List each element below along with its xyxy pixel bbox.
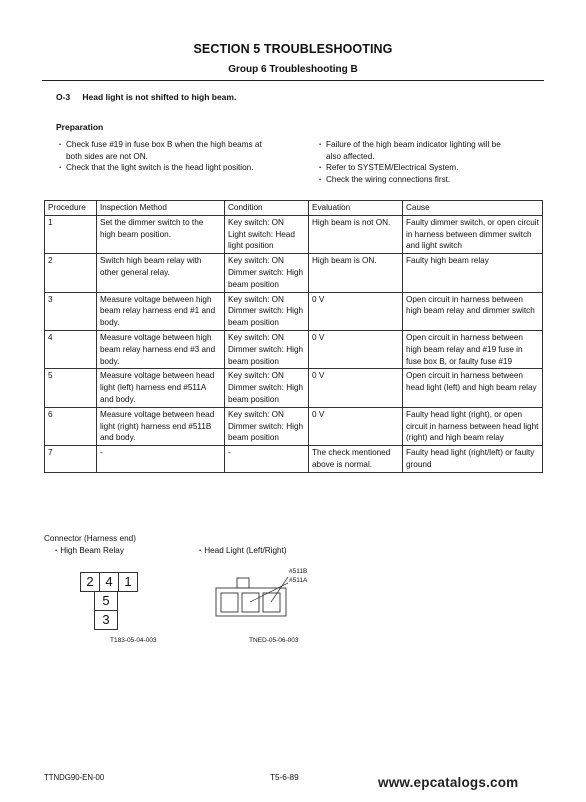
preparation-left-list (56, 139, 296, 174)
evaluation-cell: High beam is ON. (309, 254, 403, 292)
cause-cell: Faulty dimmer switch, or open circuit in harness between dimmer switch and light switch (403, 215, 543, 253)
bullet-glyph: ・ (56, 140, 65, 149)
evaluation-cell: 0 V (309, 292, 403, 330)
page-number: T5-6-89 (270, 773, 299, 782)
preparation-item (56, 162, 296, 174)
group-title: Group 6 Troubleshooting B (228, 64, 358, 75)
condition-cell: Key switch: ON Dimmer switch: High beam position (225, 292, 309, 330)
condition-cell: Key switch: ON Dimmer switch: High beam position (225, 330, 309, 368)
preparation-item-line: Refer to SYSTEM/Electrical System. (326, 163, 459, 172)
headlight-figure-code: TNED-05-06-003 (249, 637, 299, 644)
column-header: Cause (403, 201, 543, 216)
table-row (45, 369, 543, 407)
preparation-item (56, 139, 296, 162)
bullet-glyph: ・ (316, 140, 325, 149)
evaluation-cell: The check mentioned above is normal. (309, 446, 403, 473)
evaluation-cell: 0 V (309, 369, 403, 407)
inspection-method-cell: Measure voltage between head light (left) harness end #511A and body. (97, 369, 225, 407)
headlight-pin-label: #511A (289, 577, 308, 584)
preparation-item-line: Check that the light switch is the head light position. (66, 163, 254, 172)
table-row (45, 330, 543, 368)
inspection-method-cell: Set the dimmer switch to the high beam position. (97, 215, 225, 253)
evaluation-cell: 0 V (309, 330, 403, 368)
preparation-item (316, 162, 536, 174)
headlight-label-text: Head Light (Left/Right) (204, 546, 287, 555)
bullet-glyph: ・ (196, 546, 205, 555)
preparation-item-line: Check fuse #19 in fuse box B when the high beams at (66, 140, 262, 149)
bullet-glyph: ・ (316, 174, 325, 184)
cause-cell: Faulty head light (right/left) or faulty ground (403, 446, 543, 473)
doc-code: TTNDG90-EN-00 (44, 773, 105, 782)
preparation-item-line: Failure of the high beam indicator lighting will be (326, 140, 501, 149)
preparation-heading: Preparation (56, 122, 104, 132)
table-row (45, 446, 543, 473)
bullet-glyph: ・ (56, 163, 65, 172)
section-title: SECTION 5 TROUBLESHOOTING (193, 42, 393, 56)
condition-cell: Key switch: ON Dimmer switch: High beam position (225, 254, 309, 292)
table-header-row (45, 201, 543, 216)
preparation-item-line: Check the wiring connections first. (326, 174, 451, 184)
troubleshooting-table (44, 200, 543, 473)
condition-cell: Key switch: ON Dimmer switch: High beam position (225, 407, 309, 445)
procedure-cell: 3 (45, 292, 97, 330)
relay-pin: 4 (99, 572, 119, 592)
header-divider (42, 80, 544, 81)
table-row (45, 292, 543, 330)
cause-cell: Open circuit in harness between high beam relay and dimmer switch (403, 292, 543, 330)
relay-pin: 1 (118, 572, 138, 592)
inspection-method-cell: Measure voltage between high beam relay harness end #1 and body. (97, 292, 225, 330)
bullet-glyph: ・ (52, 546, 61, 555)
cause-cell: Faulty high beam relay (403, 254, 543, 292)
column-header: Condition (225, 201, 309, 216)
connector-heading: Connector (Harness end) (44, 534, 136, 543)
cause-cell: Open circuit in harness between high beam relay and #19 fuse in fuse box B, or faulty fuse #19 (403, 330, 543, 368)
condition-cell: Key switch: ON Light switch: Head light position (225, 215, 309, 253)
preparation-right-list (316, 139, 536, 185)
column-header: Procedure (45, 201, 97, 216)
issue-title: Head light is not shifted to high beam. (82, 92, 237, 102)
inspection-method-cell: Measure voltage between head light (right) harness end #511B and body. (97, 407, 225, 445)
headlight-connector-label (196, 545, 287, 556)
procedure-cell: 7 (45, 446, 97, 473)
relay-pin: 2 (80, 572, 100, 592)
relay-label-text: High Beam Relay (60, 546, 124, 555)
evaluation-cell: High beam is not ON. (309, 215, 403, 253)
watermark-link[interactable]: www.epcatalogs.com (378, 775, 519, 790)
condition-cell: - (225, 446, 309, 473)
procedure-cell: 1 (45, 215, 97, 253)
preparation-item (316, 174, 536, 186)
bullet-glyph: ・ (316, 163, 325, 172)
procedure-cell: 4 (45, 330, 97, 368)
preparation-item-line: both sides are not ON. (66, 151, 148, 161)
high-beam-relay-connector (80, 572, 140, 630)
table-row (45, 215, 543, 253)
condition-cell: Key switch: ON Dimmer switch: High beam position (225, 369, 309, 407)
column-header: Inspection Method (97, 201, 225, 216)
issue-code: O-3 (56, 92, 71, 102)
relay-figure-code: T183-05-04-003 (110, 637, 157, 644)
headlight-pin-label: #511B (289, 568, 308, 575)
evaluation-cell: 0 V (309, 407, 403, 445)
inspection-method-cell: Measure voltage between high beam relay harness end #3 and body. (97, 330, 225, 368)
procedure-cell: 5 (45, 369, 97, 407)
inspection-method-cell: - (97, 446, 225, 473)
relay-pin: 3 (94, 610, 118, 630)
table-row (45, 407, 543, 445)
cause-cell: Open circuit in harness between head light (left) and high beam relay (403, 369, 543, 407)
preparation-item-line: also affected. (326, 151, 375, 161)
procedure-cell: 2 (45, 254, 97, 292)
relay-connector-label (52, 545, 124, 556)
issue-heading (56, 92, 236, 102)
column-header: Evaluation (309, 201, 403, 216)
table-row (45, 254, 543, 292)
cause-cell: Faulty head light (right), or open circuit in harness between head light (right) and high beam relay (403, 407, 543, 445)
table-body (45, 215, 543, 472)
procedure-cell: 6 (45, 407, 97, 445)
inspection-method-cell: Switch high beam relay with other general relay. (97, 254, 225, 292)
preparation-item (316, 139, 536, 162)
relay-pin: 5 (94, 591, 118, 611)
